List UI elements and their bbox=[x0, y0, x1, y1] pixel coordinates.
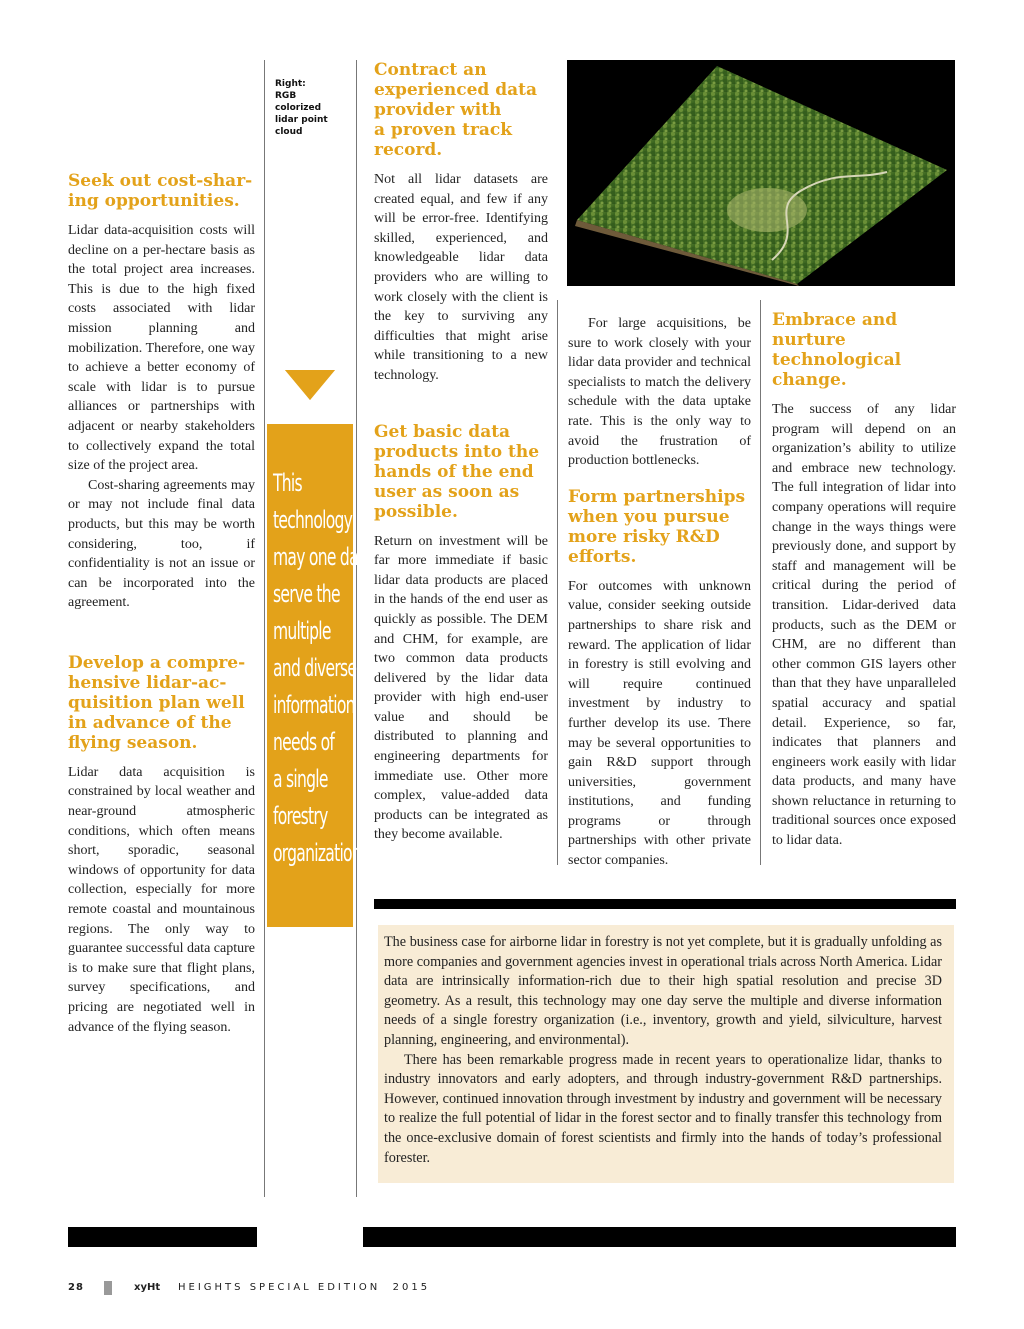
quote-line: and diverse bbox=[273, 654, 357, 682]
caption-line: lidar point bbox=[275, 115, 328, 125]
paragraph: Lidar data acquisition is constrained by local weather and near-ground atmospheric conditions, which often means short, sporadic, seasonal windows of opportunity for data collection, especially for more remote coastal and mountainous regions. The only way to guarantee successful data capture is to make sure that flight plans, survey specifications, and pricing are negotiated well in advance of the flying season. bbox=[68, 764, 255, 1035]
column-2 bbox=[374, 60, 548, 845]
heading-partnerships: Form partnerships when you pursue more risky R&D efforts. bbox=[568, 486, 746, 567]
heading-acquisition-plan: Develop a compre- hensive lidar-ac- quisition plan well in advance of the flying season. bbox=[68, 652, 246, 753]
quote-line: organization. bbox=[273, 839, 366, 867]
paragraph: Cost-sharing agreements may or may not include final data products, but this may be worth considering, too, if confidentiality is not an issue or can be incorporated into the agreement. bbox=[68, 477, 255, 611]
page-number: 28 bbox=[68, 1282, 84, 1293]
forest-terrain-icon bbox=[567, 60, 955, 286]
summary-box bbox=[378, 925, 954, 1183]
summary-paragraph: There has been remarkable progress made in recent years to operationalize lidar, thanks to industry innovators and early adopters, and through industry-government R&D partnerships. However, continued innovation through investment by industry and government will be necessary to realize the full potential of lidar in the forest sector and to finally transfer this technology from the once-exclusive domain of forest scientists and firmly into the hands of today’s professional forester. bbox=[384, 1051, 942, 1166]
column-3 bbox=[568, 314, 751, 871]
caption-line: cloud bbox=[275, 127, 303, 137]
column-1 bbox=[68, 171, 255, 1037]
quote-line: technology bbox=[273, 506, 353, 534]
paragraph: The success of any lidar program will depend on an organization’s ability to utilize and embrace new technology. The full integration of lidar into company operations will require change in the ways things were previously done, and support by staff and management will be critical during the period of transition. Lidar-derived data products, such as the DEM or CHM, are no different than other common GIS layers other than that they have unparalleled spatial accuracy and spatial detail. Experience, so far, indicates that planners and engineers work easily with lidar data products, and many have shown reluctance in returning to traditional sources once exposed to lidar data. bbox=[772, 402, 956, 849]
footer bbox=[68, 1279, 568, 1297]
quote-line: needs of bbox=[273, 728, 335, 756]
quote-line: a single bbox=[273, 765, 328, 793]
lidar-point-cloud-image bbox=[567, 60, 955, 286]
caption-line: Right: bbox=[275, 79, 306, 89]
footer-divider-icon bbox=[104, 1281, 112, 1295]
bottom-bar-left bbox=[68, 1227, 257, 1247]
heading-contract-provider: Contract an experienced data provider with a proven track record. bbox=[374, 60, 537, 160]
pull-quote bbox=[267, 370, 367, 927]
caption-line: colorized bbox=[275, 103, 322, 113]
brand-logo: xyHt bbox=[134, 1282, 161, 1293]
quote-line: may one day bbox=[273, 543, 367, 571]
quote-line: forestry bbox=[273, 802, 328, 830]
column-4 bbox=[772, 310, 956, 851]
paragraph: Not all lidar datasets are created equal, and few if any will be error-free. Identifying skilled, experienced, and knowledgeable lidar data providers who are willing to work closely with the client is the key to surviving any difficulties that might arise while transitioning to a new technology. bbox=[374, 172, 548, 383]
column-divider bbox=[557, 300, 558, 865]
heading-cost-sharing: Seek out cost-shar- ing opportunities. bbox=[68, 171, 253, 211]
quote-line: This bbox=[273, 469, 302, 497]
paragraph: Lidar data-acquisition costs will decline on a per-hectare basis as the total project area increases. This is due to the high fixed costs associated with lidar mission planning and mobilization. Therefore, one way to achieve a better economy of scale with lidar is to pursue alliances or partnerships with adjacent or nearby stakeholders to collectively expand the total size of the project area. bbox=[68, 223, 255, 474]
summary-top-bar bbox=[374, 899, 956, 909]
heading-embrace-change: Embrace and nurture technological change. bbox=[772, 310, 902, 390]
summary-paragraph: The business case for airborne lidar in forestry is not yet complete, but it is gradually unfolding as more companies and government agencies invest in operational trials across North America. Lidar data are intrinsically information-rich due to their high spatial resolution and precise 3D geometry. As a result, this technology may one day serve the multiple and diverse information needs of a single forestry organization (i.e., inventory, growth and yield, silviculture, harvest planning, engineering, and environmental). bbox=[384, 934, 942, 1048]
quote-line: serve the bbox=[273, 580, 340, 608]
bottom-bar-right bbox=[363, 1227, 956, 1247]
caption-line: RGB bbox=[275, 91, 297, 101]
column-divider bbox=[760, 300, 761, 865]
paragraph: Return on investment will be far more immediate if basic lidar data products are placed in the hands of the end user as quickly as possible. The DEM and CHM, for example, are two common data products delivered by the lidar data provider with high end-user value and should be distributed to planning and engineering departments for immediate use. Other more complex, value-added data products can be integrated as they become available. bbox=[374, 533, 548, 843]
image-caption bbox=[275, 78, 345, 138]
edition-label: HEIGHTS SPECIAL EDITION 2015 bbox=[178, 1282, 431, 1293]
quote-line: information bbox=[273, 691, 355, 719]
column-divider bbox=[264, 60, 265, 1197]
chevron-down-icon bbox=[267, 370, 353, 424]
heading-basic-data-products: Get basic data products into the hands of the end user as soon as possible. bbox=[374, 421, 540, 522]
quote-line: multiple bbox=[273, 617, 331, 645]
paragraph: For outcomes with unknown value, consider seeking outside partnerships to share risk and reward. The application of lidar in forestry is still evolving and will require continued investment by industry to further develop its use. There may be several opportunities to gain R&D support through universities, government institutions, and funding programs or through partnerships with other private sector companies. bbox=[568, 578, 751, 869]
paragraph: For large acquisitions, be sure to work closely with your lidar data provider and technical specialists to match the delivery schedule with the data uptake rate. This is the only way to avoid the frustration of production bottlenecks. bbox=[568, 316, 751, 469]
